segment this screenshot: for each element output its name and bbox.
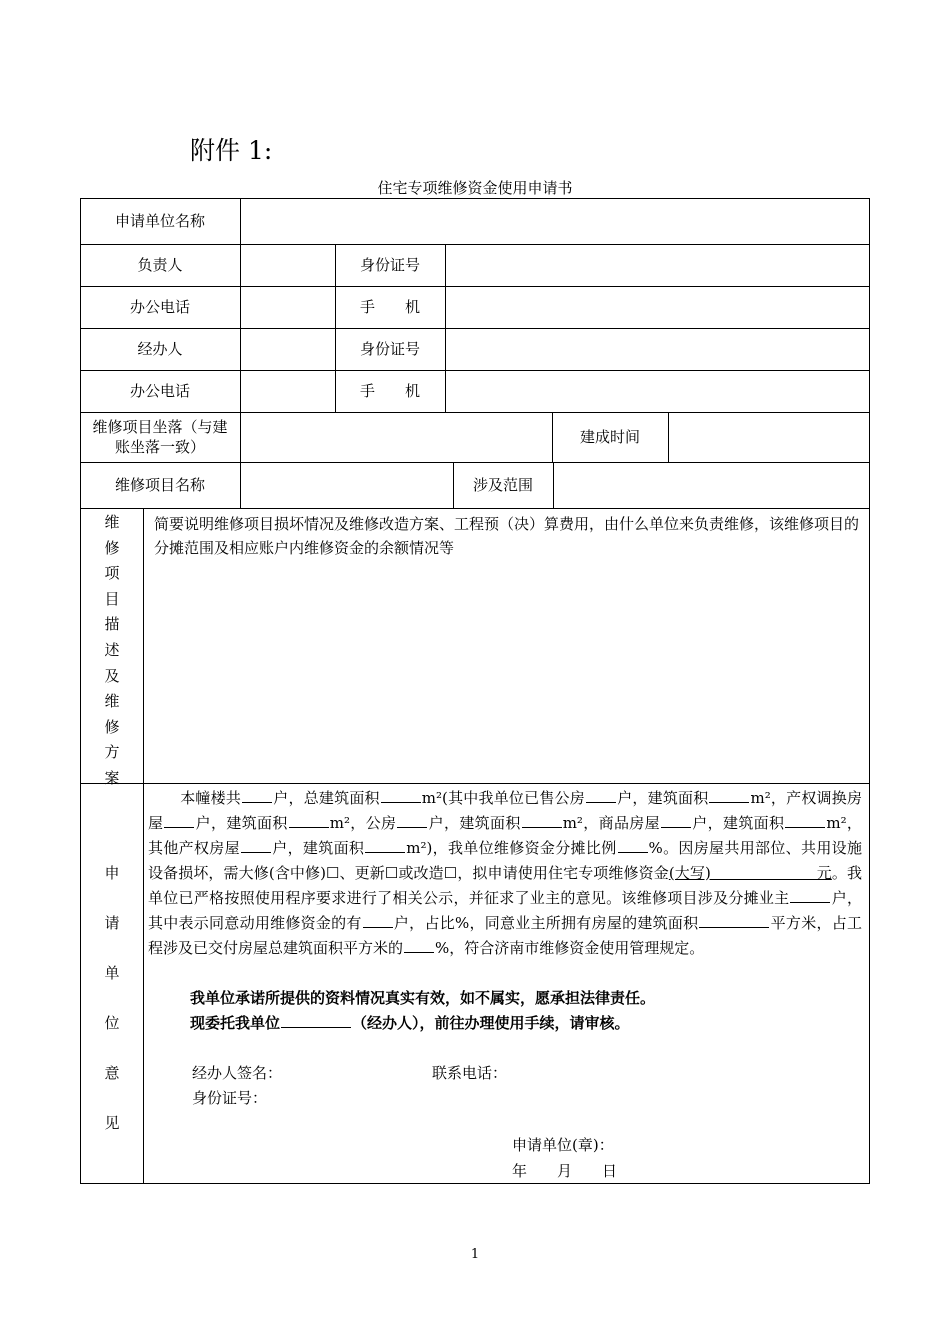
text: （经办人），前往办理使用手续，请审核。 <box>352 1014 630 1032</box>
label-project-name: 维修项目名称 <box>114 476 205 494</box>
label-char: 项 <box>104 564 120 583</box>
label-mobile-2: 手 机 <box>359 382 420 400</box>
blank-public-households[interactable] <box>397 813 427 828</box>
input-built-time[interactable] <box>669 413 869 462</box>
row-line <box>80 783 870 784</box>
text: m²，商品房屋 <box>562 814 660 832</box>
label-scope: 涉及范围 <box>472 476 533 494</box>
blank-agree-area[interactable] <box>699 913 769 928</box>
id-number-label: 身份证号： <box>192 1089 268 1107</box>
contact-phone-label: 联系电话： <box>432 1064 508 1082</box>
blank-public-sold-area[interactable] <box>709 788 749 803</box>
blank-households-total[interactable] <box>242 788 272 803</box>
text: %。因房屋共用部位、共用设施设备损坏，需大修(含中修)☐、更新☐或改造☐，拟申请使用住宅专项维修资金 <box>148 839 862 882</box>
label-char: 修 <box>104 538 120 557</box>
input-project-name[interactable] <box>241 463 453 508</box>
label-id-number-2: 身份证号 <box>359 340 420 358</box>
label-office-phone-1: 办公电话 <box>129 298 190 316</box>
text: 户，其中表示同意动用维修资金的有 <box>148 889 862 932</box>
text: %，符合济南市维修资金使用管理规定。 <box>435 939 705 957</box>
input-scope[interactable] <box>554 463 869 508</box>
text: m²)，我单位维修资金分摊比例 <box>406 839 617 857</box>
col-line <box>143 508 144 1184</box>
handler-signature-label: 经办人签名： <box>192 1064 283 1082</box>
attachment-label: 附件 1: <box>190 136 273 165</box>
description-hint[interactable]: 简要说明维修项目损坏情况及维修改造方案、工程预（决）算费用，由什么单位来负责维修，该维修项目的分摊范围及相应账户内维修资金的余额情况等 <box>154 515 860 557</box>
blank-commercial-area[interactable] <box>785 813 825 828</box>
text: 平方米，占工程涉及已交付房屋总建筑面积平方米的 <box>148 914 862 957</box>
blank-owners-involved[interactable] <box>790 888 830 903</box>
text: 户，建筑面积 <box>616 789 709 807</box>
input-applicant-name[interactable] <box>241 199 869 244</box>
table-border-right <box>869 198 870 1184</box>
pledge-text: 我单位承诺所提供的资料情况真实有效，如不属实，愿承担法律责任。 <box>190 989 656 1007</box>
label-applicant-opinion <box>102 848 122 1148</box>
application-form-table <box>80 198 870 1184</box>
text: m²，产权调换房屋 <box>148 789 862 832</box>
form-title: 住宅专项维修资金使用申请书 <box>377 179 573 197</box>
input-handler[interactable] <box>241 329 335 370</box>
input-id-number-1[interactable] <box>446 245 869 286</box>
label-char: 案 <box>104 768 120 787</box>
blank-public-area[interactable] <box>522 813 562 828</box>
blank-owners-agree[interactable] <box>363 913 393 928</box>
label-built-time: 建成时间 <box>579 428 640 446</box>
blank-other-households[interactable] <box>241 838 271 853</box>
label-char: 描 <box>104 615 120 634</box>
text: 户，建筑面积 <box>428 814 521 832</box>
input-office-phone-2[interactable] <box>241 371 335 412</box>
table-border-bottom <box>80 1183 870 1184</box>
input-mobile-2[interactable] <box>446 371 869 412</box>
text: 户，建筑面积 <box>195 814 288 832</box>
label-char: 方 <box>104 743 120 762</box>
blank-exchange-households[interactable] <box>164 813 194 828</box>
blank-area-ratio[interactable] <box>404 938 434 953</box>
label-char: 及 <box>104 666 120 685</box>
blank-total-area[interactable] <box>381 788 421 803</box>
text: 户，建筑面积 <box>691 814 785 832</box>
label-char: 位 <box>104 1014 120 1032</box>
label-id-number-1: 身份证号 <box>359 256 420 274</box>
text: 户，总建筑面积 <box>273 789 380 807</box>
input-office-phone-1[interactable] <box>241 287 335 328</box>
text: m²，其他产权房屋 <box>148 814 862 857</box>
date-label: 年 月 日 <box>512 1162 618 1180</box>
applicant-seal-label: 申请单位(章)： <box>512 1136 614 1154</box>
label-char: 单 <box>104 964 120 982</box>
label-char: 申 <box>104 864 120 882</box>
input-responsible[interactable] <box>241 245 335 286</box>
label-char: 维 <box>104 513 120 531</box>
label-char: 目 <box>104 589 120 608</box>
label-office-phone-2: 办公电话 <box>129 382 190 400</box>
input-mobile-1[interactable] <box>446 287 869 328</box>
label-applicant-name: 申请单位名称 <box>114 212 205 230</box>
label-char: 见 <box>104 1114 120 1132</box>
label-project-description <box>102 510 122 792</box>
input-id-number-2[interactable] <box>446 329 869 370</box>
blank-exchange-area[interactable] <box>289 813 329 828</box>
label-project-location: 维修项目坐落（与建账坐落一致） <box>92 418 228 456</box>
input-project-location[interactable] <box>241 413 552 462</box>
label-char: 述 <box>104 640 120 659</box>
text: 本幢楼共 <box>180 789 242 807</box>
blank-public-sold[interactable] <box>586 788 616 803</box>
text: 户，占比%，同意业主所拥有房屋的建筑面积 <box>393 914 699 932</box>
blank-commercial-households[interactable] <box>661 813 691 828</box>
blank-entrusted-handler[interactable] <box>281 1013 351 1028</box>
blank-share-ratio[interactable] <box>618 838 648 853</box>
label-responsible: 负责人 <box>137 256 183 274</box>
text: m²，公房 <box>329 814 397 832</box>
text: m²(其中我单位已售公房 <box>421 789 585 807</box>
text: 户，建筑面积 <box>271 839 365 857</box>
label-mobile-1: 手 机 <box>359 298 420 316</box>
text: 现委托我单位 <box>190 1014 281 1032</box>
row-line <box>80 508 870 509</box>
page-number: 1 <box>470 1247 480 1262</box>
text: 。我单位已严格按照使用程序要求进行了相关公示，并征求了业主的意见。该维修项目涉及分摊业主 <box>148 864 862 907</box>
entrust-text <box>190 1013 630 1033</box>
blank-amount-in-words[interactable]: (大写) 元 <box>668 864 832 882</box>
opinion-paragraph <box>148 786 862 961</box>
label-handler: 经办人 <box>137 340 183 358</box>
label-char: 修 <box>104 717 120 736</box>
blank-other-area[interactable] <box>365 838 405 853</box>
label-char: 请 <box>104 914 120 932</box>
label-char: 维 <box>104 692 120 711</box>
label-char: 意 <box>104 1064 120 1082</box>
